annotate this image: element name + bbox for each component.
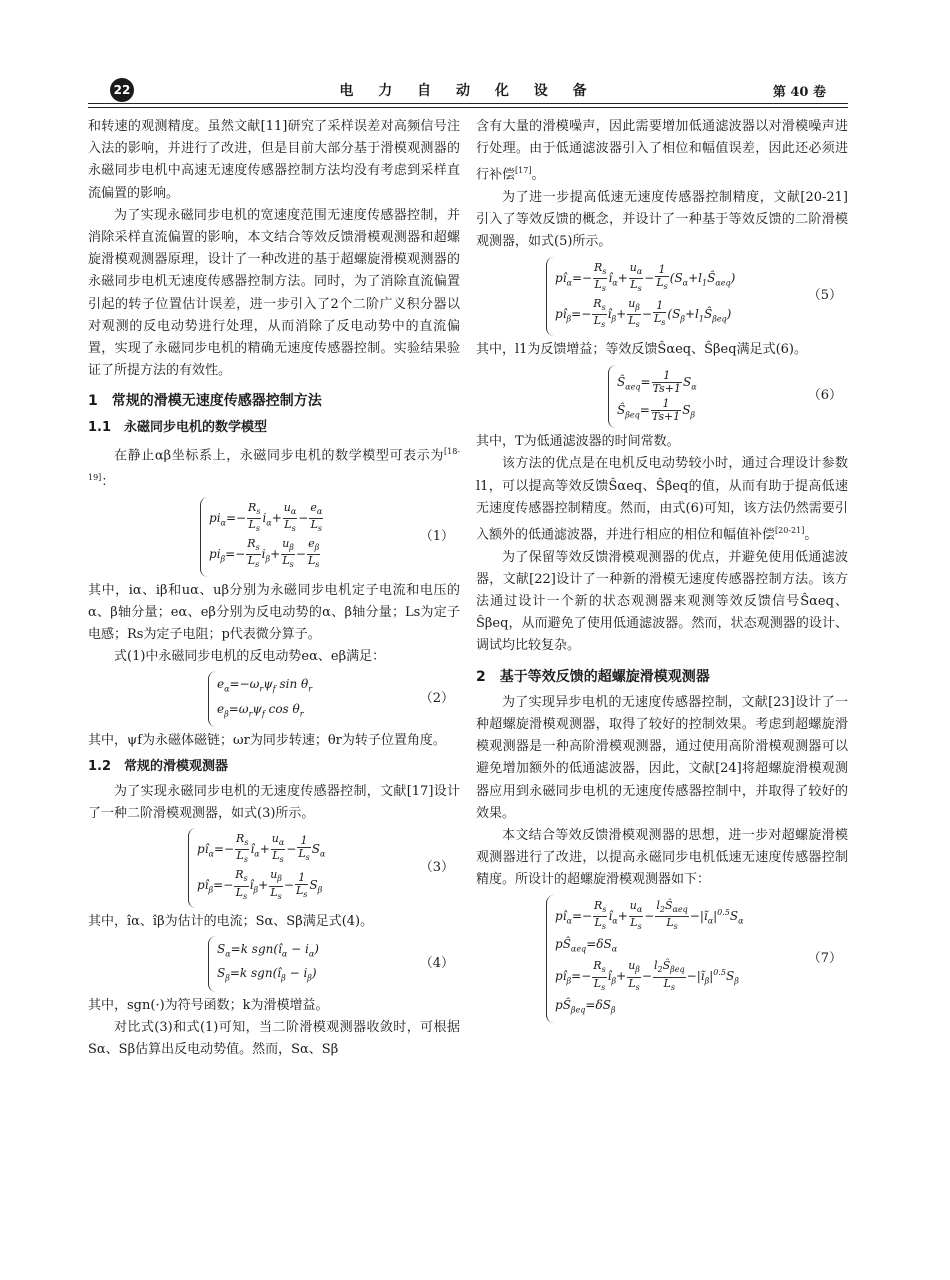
header-rule-thick bbox=[88, 103, 848, 104]
paragraph-text: 在静止αβ坐标系上，永磁同步电机的数学模型可表示为 bbox=[114, 448, 444, 464]
equation-number: （2） bbox=[419, 691, 454, 707]
paragraph: 为了实现永磁同步电机的宽速度范围无速度传感器控制，并消除采样直流偏置的影响，本文结合等效反馈滑模观测器和超螺旋滑模观测器原理，设计了一种改进的基于超螺旋滑模观测器的永磁同步电机无速度传感器控制方法。同时，为了消除直流偏置引起的转子位置估计误差，进一步引入了2个二阶广义积分器以对观测的反电动势进行处理，从而消除了反电动势中的直流偏置，实现了永磁同步电机的精确无速度传感器控制。实验结果验证了所提方法的有效性。 bbox=[88, 207, 460, 379]
left-column bbox=[88, 116, 460, 1061]
paragraph-text: 含有大量的滑模噪声，因此需要增加低通滤波器以对滑模噪声进行处理。由于低通滤波器引入了相位和幅值误差，因此还必须进行补偿 bbox=[476, 119, 848, 183]
paragraph: 为了实现异步电机的无速度传感器控制，文献[23]设计了一种超螺旋滑模观测器，取得了较好的控制效果。考虑到超螺旋滑模观测器是一种高阶滑模观测器，通过使用高阶滑模观测器可以避免增加额外的低通滤波器，因此，文献[24]将超螺旋滑模观测器应用到永磁同步电机的无速度传感器控制中，并取得了较好的效果。 bbox=[476, 694, 848, 821]
paragraph: 其中，T为低通滤波器的时间常数。 bbox=[476, 434, 680, 450]
paragraph: 其中，l1为反馈增益；等效反馈Ŝαeq、Ŝβeq满足式(6)。 bbox=[476, 342, 807, 358]
citation-ref: [18-19] bbox=[88, 446, 460, 483]
subsection-heading-1-2: 1.2 常规的滑模观测器 bbox=[88, 759, 229, 775]
paragraph bbox=[476, 116, 848, 187]
paragraph-text: 该方法的优点是在电机反电动势较小时，通过合理设计参数l1，可以提高等效反馈Ŝαeq、Ŝβeq的值，从而有助于提高低速无速度传感器控制精度。然而，由式(6)可知，该方法仍然需要引入额外的低通滤波器，并进行相应的相位和幅值补偿 bbox=[476, 456, 848, 543]
paragraph: 其中，îα、îβ为估计的电流；Sα、Sβ满足式(4)。 bbox=[88, 913, 374, 929]
paragraph: 其中，iα、iβ和uα、uβ分别为永磁同步电机定子电流和电压的α、β轴分量；eα、eβ分别为反电动势的α、β轴分量；Ls为定子电感；Rs为定子电阻；p代表微分算子。 bbox=[88, 582, 460, 643]
section-heading-2: 2 基于等效反馈的超螺旋滑模观测器 bbox=[476, 668, 710, 685]
equation-number: （4） bbox=[419, 955, 454, 971]
equation-number: （5） bbox=[807, 288, 842, 304]
equation-3: $pî_\alpha=-$ $\frac{R_s}{L_s}$ $î_\alpha+$ $\frac{u_\alpha}{L_s}$ − $\frac{1}{L_s}$ $S_\alpha$ $pî_\beta=-$ $\frac{R_s}{L_s}$ $î_\beta+$ $\frac{u_\beta}{L_s}$ − $\frac{1}{L_s}$ $S_\beta$ （3） bbox=[88, 828, 460, 908]
paragraph: 式(1)中永磁同步电机的反电动势eα、eβ满足： bbox=[114, 649, 386, 665]
equation-number: （1） bbox=[419, 528, 454, 544]
equation-2: $e_\alpha=-\omega_r\psi_f$ $\sin \theta_r$ $e_\beta=\omega_r\psi_f$ $\cos \theta_r$ （2） bbox=[88, 671, 460, 727]
page-number-badge: 22 bbox=[110, 78, 134, 102]
paragraph: 和转速的观测精度。虽然文献[11]研究了采样误差对高频信号注入法的影响，并进行了改进，但是目前大部分基于滑模观测器的永磁同步电机中高速无速度传感器控制方法均没有考虑到采样直流偏置的影响。 bbox=[88, 119, 460, 201]
citation-ref: [17] bbox=[515, 166, 532, 176]
volume-label: 第 40 卷 bbox=[772, 85, 826, 100]
citation-ref: [20-21] bbox=[775, 526, 805, 536]
paragraph: 为了实现永磁同步电机的无速度传感器控制，文献[17]设计了一种二阶滑模观测器，如式(3)所示。 bbox=[88, 783, 460, 821]
paragraph-end: 。 bbox=[804, 527, 818, 543]
paragraph: 其中，ψf为永磁体磁链；ωr为同步转速；θr为转子位置角度。 bbox=[88, 733, 446, 749]
paragraph-end: 。 bbox=[531, 167, 545, 183]
equation-5: $pî_\alpha=-$ $\frac{R_s}{L_s}$ $î_\alpha+$ $\frac{u_\alpha}{L_s}$ − $\frac{1}{L_s}$ $(S_\alpha+l_1Ŝ_{\alpha eq})$ $pî_\beta=-$ $\frac{R_s}{L_s}$ $î_\beta+$ $\frac{u_\beta}{L_s}$ − $\frac{1}{L_s}$ $(S_\beta+l_1Ŝ_{\beta eq})$ （5） bbox=[476, 257, 848, 337]
paragraph: 其中，sgn(·)为符号函数；k为滑模增益。 bbox=[88, 997, 329, 1013]
page-header bbox=[88, 74, 848, 106]
paragraph: 为了进一步提高低速无速度传感器控制精度，文献[20-21]引入了等效反馈的概念，并设计了一种基于等效反馈的二阶滑模观测器，如式(5)所示。 bbox=[476, 189, 848, 250]
journal-title: 电 力 自 动 化 设 备 bbox=[339, 83, 597, 99]
paragraph: 在静止αβ坐标系上，永磁同步电机的数学模型可表示为[18-19]： bbox=[88, 446, 460, 490]
equation-number: （7） bbox=[807, 950, 842, 966]
paragraph: 为了保留等效反馈滑模观测器的优点，并避免使用低通滤波器，文献[22]设计了一种新的滑模无速度传感器控制方法。该方法通过设计一个新的状态观测器来观测等效反馈信号Ŝαeq、Ŝβeq，从而避免了使用低通滤波器。然而，状态观测器的设计、调试均比较复杂。 bbox=[476, 549, 848, 654]
right-column bbox=[476, 116, 848, 1026]
header-rule-thin bbox=[88, 107, 848, 108]
equation-1: $pi_\alpha=-$ $\frac{R_s}{L_s}$ $i_\alpha+$ $\frac{u_\alpha}{L_s}$ − $\frac{e_\alpha}{L_s}$ $pi_\beta=-$ $\frac{R_s}{L_s}$ $i_\beta+$ $\frac{u_\beta}{L_s}$ − $\frac{e_\beta}{L_s}$ （1） bbox=[88, 497, 460, 577]
section-heading-1: 1 常规的滑模无速度传感器控制方法 bbox=[88, 393, 322, 410]
equation-number: （3） bbox=[419, 859, 454, 875]
subsection-heading-1-1: 1.1 永磁同步电机的数学模型 bbox=[88, 419, 268, 435]
paragraph: 本文结合等效反馈滑模观测器的思想，进一步对超螺旋滑模观测器进行了改进，以提高永磁同步电机低速无速度传感器控制精度。所设计的超螺旋滑模观测器如下： bbox=[476, 828, 848, 888]
paragraph bbox=[476, 453, 848, 546]
equation-4: $S_\alpha=k$ $sgn(î_\alpha - i_\alpha)$ $S_\beta=k$ $sgn(î_\beta - i_\beta)$ （4） bbox=[88, 936, 460, 992]
paragraph: 对比式(3)和式(1)可知，当二阶滑模观测器收敛时，可根据Sα、Sβ估算出反电动势值。然而，Sα、Sβ bbox=[88, 1020, 460, 1058]
equation-7: $pî_\alpha=-$ $\frac{R_s}{L_s}$ $î_\alpha+$ $\frac{u_\alpha}{L_s}$ − $\frac{l_2Ŝ_{\alpha eq}}{L_s}$ $-|ĩ_\alpha|^{0.5}S_\alpha$ $pŜ_{\alpha eq}=\delta S_\alpha$ $pî_\beta=-$ $\frac{R_s}{L_s}$ $î_\beta+$ $\frac{u_\beta}{L_s}$ − $\frac{l_2Ŝ_{\beta eq}}{L_s}$ $-|ĩ_\beta|^{0.5}S_\beta$ $pŜ_{\beta eq}=\delta S_\beta$ （7） bbox=[476, 895, 848, 1024]
equation-6: $Ŝ_{\alpha eq}=$ $\frac{1}{Ts+1}$ $S_\alpha$ $Ŝ_{\beta eq}=$ $\frac{1}{Ts+1}$ $S_\beta$ （6） bbox=[476, 365, 848, 429]
equation-number: （6） bbox=[807, 388, 842, 404]
